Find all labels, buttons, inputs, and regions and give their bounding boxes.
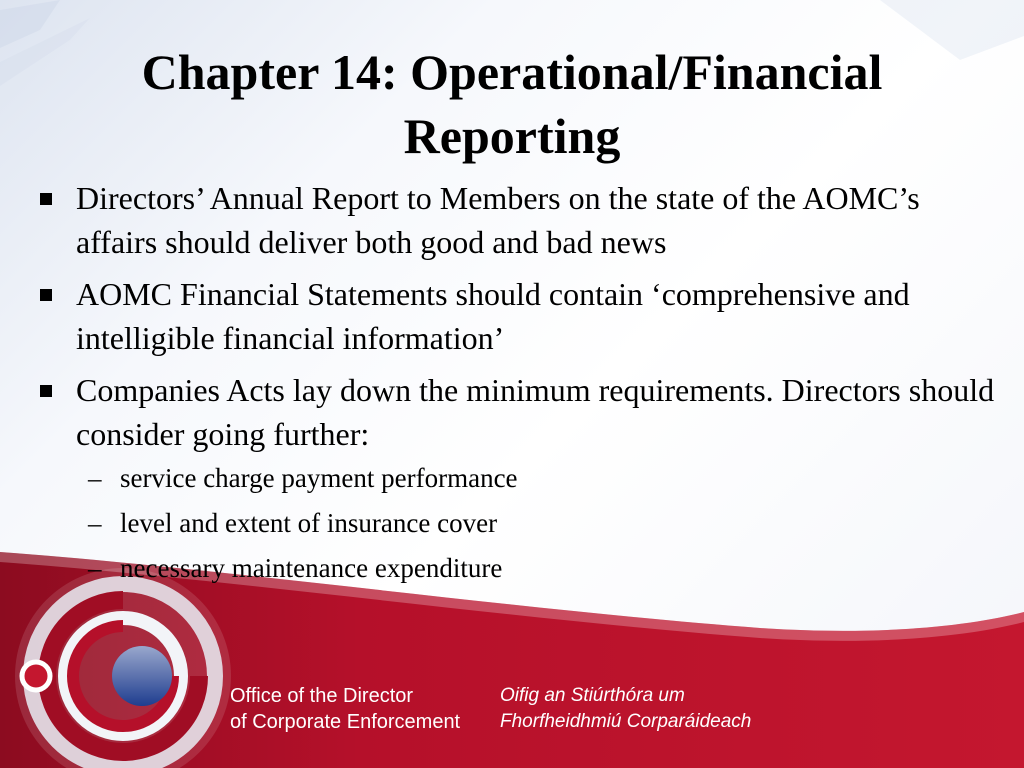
sub-bullet-item — [76, 460, 996, 497]
dash-marker: – — [88, 508, 102, 538]
bullet-item — [36, 368, 996, 587]
slide-title: Chapter 14: Operational/Financial Reporting — [141, 44, 883, 164]
dash-marker: – — [88, 553, 102, 583]
footer-english-line-2: of Corporate Enforcement — [230, 711, 461, 733]
footer-irish-line-2: Fhorfheidhmiú Corparáideach — [500, 711, 752, 732]
bullet-text: AOMC Financial Statements should contain ‘comprehensive and intelligible financial information’ — [76, 276, 910, 356]
square-bullet-icon — [40, 193, 52, 205]
bullet-item — [36, 272, 996, 360]
sub-bullet-item — [76, 505, 996, 542]
dash-marker: – — [88, 463, 102, 493]
sub-bullet-text: level and extent of insurance cover — [120, 508, 498, 538]
sub-bullet-text: service charge payment performance — [120, 463, 518, 493]
footer-english-line-1: Office of the Director — [230, 685, 414, 707]
sub-bullet-text: necessary maintenance expenditure — [120, 553, 503, 583]
bullet-list — [36, 176, 996, 595]
square-bullet-icon — [40, 289, 52, 301]
sub-bullet-list — [76, 460, 996, 587]
bullet-text: Directors’ Annual Report to Members on the state of the AOMC’s affairs should deliver both good and bad news — [76, 180, 920, 260]
bullet-item — [36, 176, 996, 264]
footer-org-name-irish — [500, 683, 800, 735]
square-bullet-icon — [40, 385, 52, 397]
footer-org-name-english — [230, 683, 500, 735]
bullet-text: Companies Acts lay down the minimum requirements. Directors should consider going further: — [76, 372, 995, 452]
sub-bullet-item — [76, 550, 996, 587]
footer-irish-line-1: Oifig an Stiúrthóra um — [500, 685, 685, 706]
